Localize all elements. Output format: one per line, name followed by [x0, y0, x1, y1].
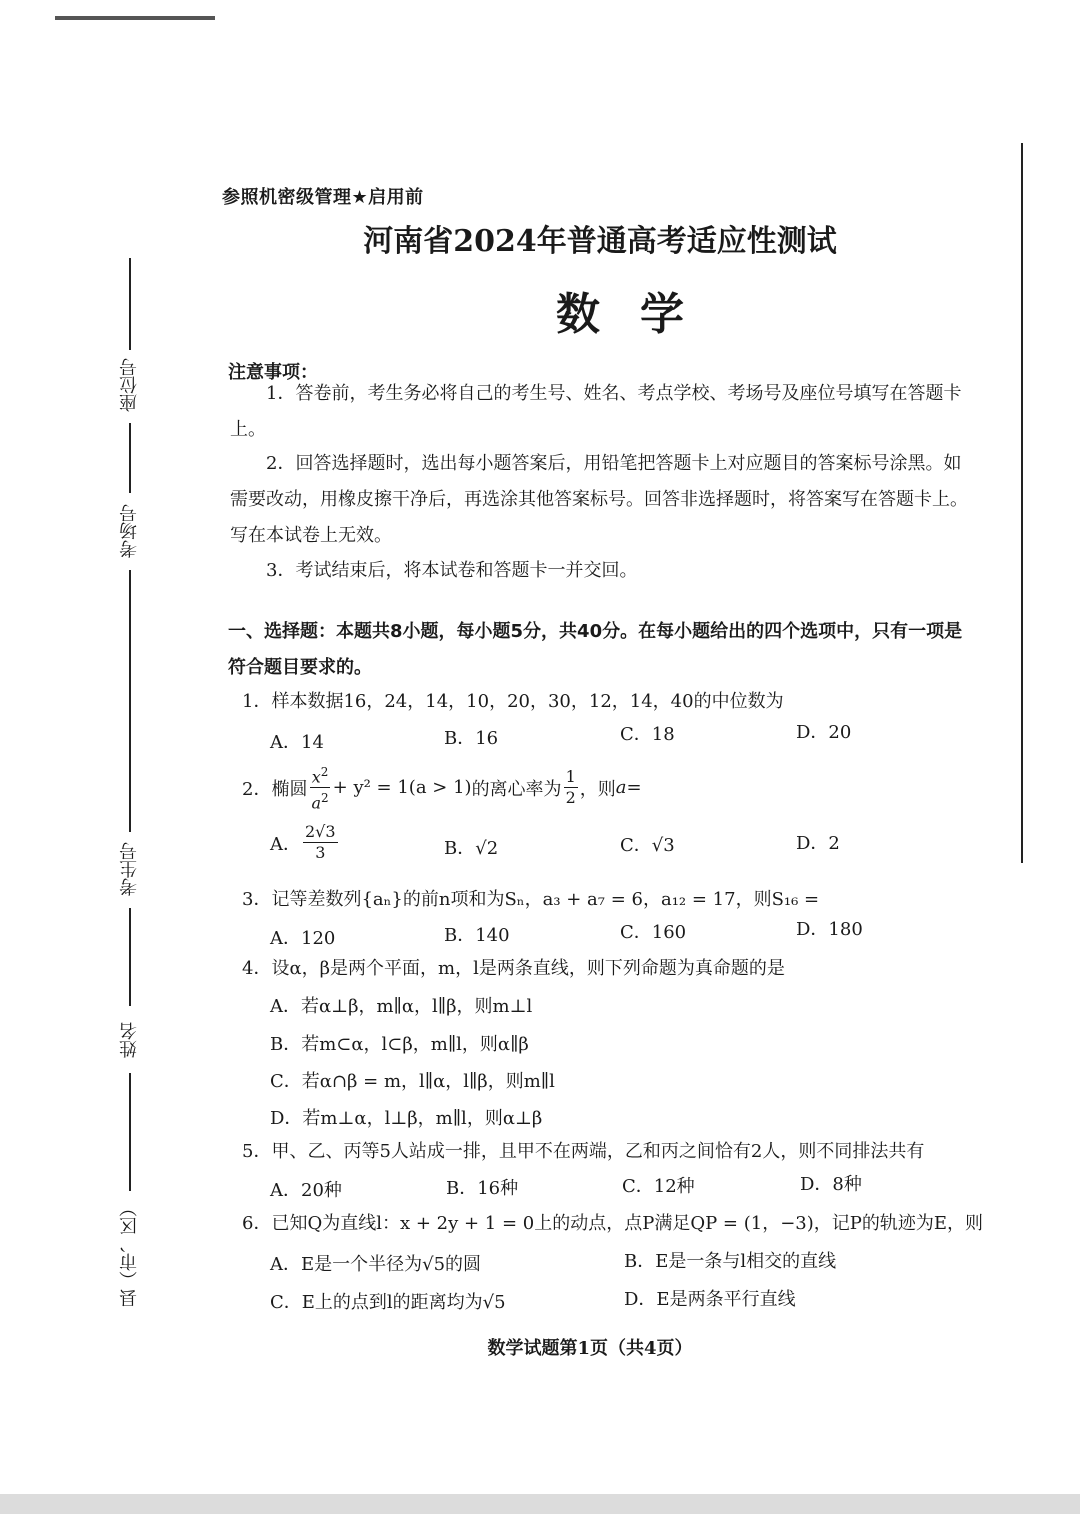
question-6-option-a: A．E是一个半径为√5的圆 [270, 1254, 482, 1275]
seat-number-label: 座位号 [119, 358, 140, 412]
notice-item-2: 2．回答选择题时，选出每小题答案后，用铅笔把答题卡上对应题目的答案标号涂黑。如需要改动，用橡皮擦干净后，再选涂其他答案标号。回答非选择题时，将答案写在答题卡上。写在本试卷上无效。 [230, 453, 968, 546]
name-label: 姓名 [119, 1022, 140, 1058]
county-label: 县（市、区） [119, 1199, 140, 1307]
binding-line [129, 908, 131, 1006]
scan-edge-mark [55, 16, 215, 20]
question-2-text-eccentricity: 的离心率为 [471, 778, 562, 800]
question-4-option-a: A．若α⊥β，m∥α，l∥β，则m⊥l [270, 996, 533, 1017]
notice-heading: 注意事项： [228, 362, 318, 383]
question-2-option-c: C．√3 [620, 835, 675, 856]
question-2-option-d: D．2 [796, 833, 840, 854]
question-6-option-c: C．E上的点到l的距离均为√5 [270, 1292, 506, 1313]
candidate-number-label: 考生号 [119, 842, 140, 896]
question-1-option-d: D．20 [796, 722, 852, 743]
notice-item-1: 1．答卷前，考生务必将自己的考生号、姓名、考点学校、考场号及座位号填写在答题卡上。 [230, 383, 962, 440]
question-6-stem: 6．已知Q为直线l：x + 2y + 1 = 0上的动点，点P满足QP = (1，−3)，记P的轨迹为E，则 [242, 1213, 984, 1234]
option-a-denominator: 3 [315, 843, 326, 862]
page-footer: 数学试题第1页（共4页） [487, 1338, 693, 1359]
question-2-option-b: B．√2 [444, 838, 499, 859]
question-4-option-d: D．若m⊥α，l⊥β，m∥l，则α⊥β [270, 1108, 543, 1129]
exam-title: 河南省2024年普通高考适应性测试 [363, 224, 837, 259]
binding-line [129, 258, 131, 350]
scan-bottom-band [0, 1494, 1080, 1514]
confidentiality-note: 参照机密级管理★启用前 [222, 187, 424, 208]
question-2-text-then: ，则 [579, 778, 616, 800]
ellipse-fraction: $\frac{x^2}{a^2}$ [309, 762, 330, 814]
question-2-variable: a [615, 777, 627, 799]
question-4-stem: 4．设α，β是两个平面，m，l是两条直线，则下列命题为真命题的是 [242, 958, 785, 979]
question-3-option-b: B．140 [444, 925, 510, 946]
question-2-stem [242, 762, 642, 814]
option-a-numerator: 2√3 [305, 822, 336, 841]
question-3-option-d: D．180 [796, 919, 863, 940]
question-6-option-b: B．E是一条与l相交的直线 [624, 1251, 837, 1272]
question-5-stem: 5．甲、乙、丙等5人站成一排，且甲不在两端，乙和丙之间恰有2人，则不同排法共有 [242, 1141, 925, 1162]
question-5-option-a: A．20种 [270, 1180, 342, 1201]
ellipse-equation-rest: + y² = 1(a > 1) [332, 777, 472, 799]
question-6-option-d: D．E是两条平行直线 [624, 1289, 796, 1310]
binding-line [129, 570, 131, 832]
question-1-option-b: B．16 [444, 728, 499, 749]
notice-item-3: 3．考试结束后，将本试卷和答题卡一并交回。 [266, 560, 638, 581]
question-1-option-a: A．14 [270, 732, 324, 753]
option-a-label: A． [270, 833, 301, 855]
question-5-option-c: C．12种 [622, 1176, 695, 1197]
question-2-equals: = [626, 777, 642, 799]
question-4-option-b: B．若m⊂α，l⊂β，m∥l，则α∥β [270, 1034, 529, 1055]
question-3-option-a: A．120 [270, 928, 336, 949]
question-5-option-b: B．16种 [446, 1178, 519, 1199]
page-edge-rule [1021, 143, 1023, 863]
question-2-number: 2． [242, 778, 272, 800]
question-1-stem: 1．样本数据16，24，14，10，20，30，12，14，40的中位数为 [242, 691, 784, 712]
question-1-option-c: C．18 [620, 724, 675, 745]
question-3-stem: 3．记等差数列{aₙ}的前n项和为Sₙ，a₃ + a₇ = 6，a₁₂ = 17，则S₁₆ = [242, 889, 820, 910]
option-a-fraction [303, 822, 338, 863]
binding-line [129, 1073, 131, 1191]
question-3-option-c: C．160 [620, 922, 687, 943]
question-4-option-c: C．若α∩β = m，l∥α，l∥β，则m∥l [270, 1071, 555, 1092]
binding-line [129, 423, 131, 493]
subject-title: 数学 [556, 289, 724, 340]
question-5-option-d: D．8种 [800, 1174, 862, 1195]
eccentricity-fraction: $\frac{1}{2}$ [565, 767, 576, 808]
binding-strip [105, 258, 155, 1318]
question-2-text-ellipse: 椭圆 [271, 778, 308, 800]
question-2-option-a [270, 822, 340, 863]
section-1-heading: 一、选择题：本题共8小题，每小题5分，共40分。在每小题给出的四个选项中，只有一项是符合题目要求的。 [228, 621, 963, 678]
exam-room-label: 考场号 [119, 504, 140, 558]
